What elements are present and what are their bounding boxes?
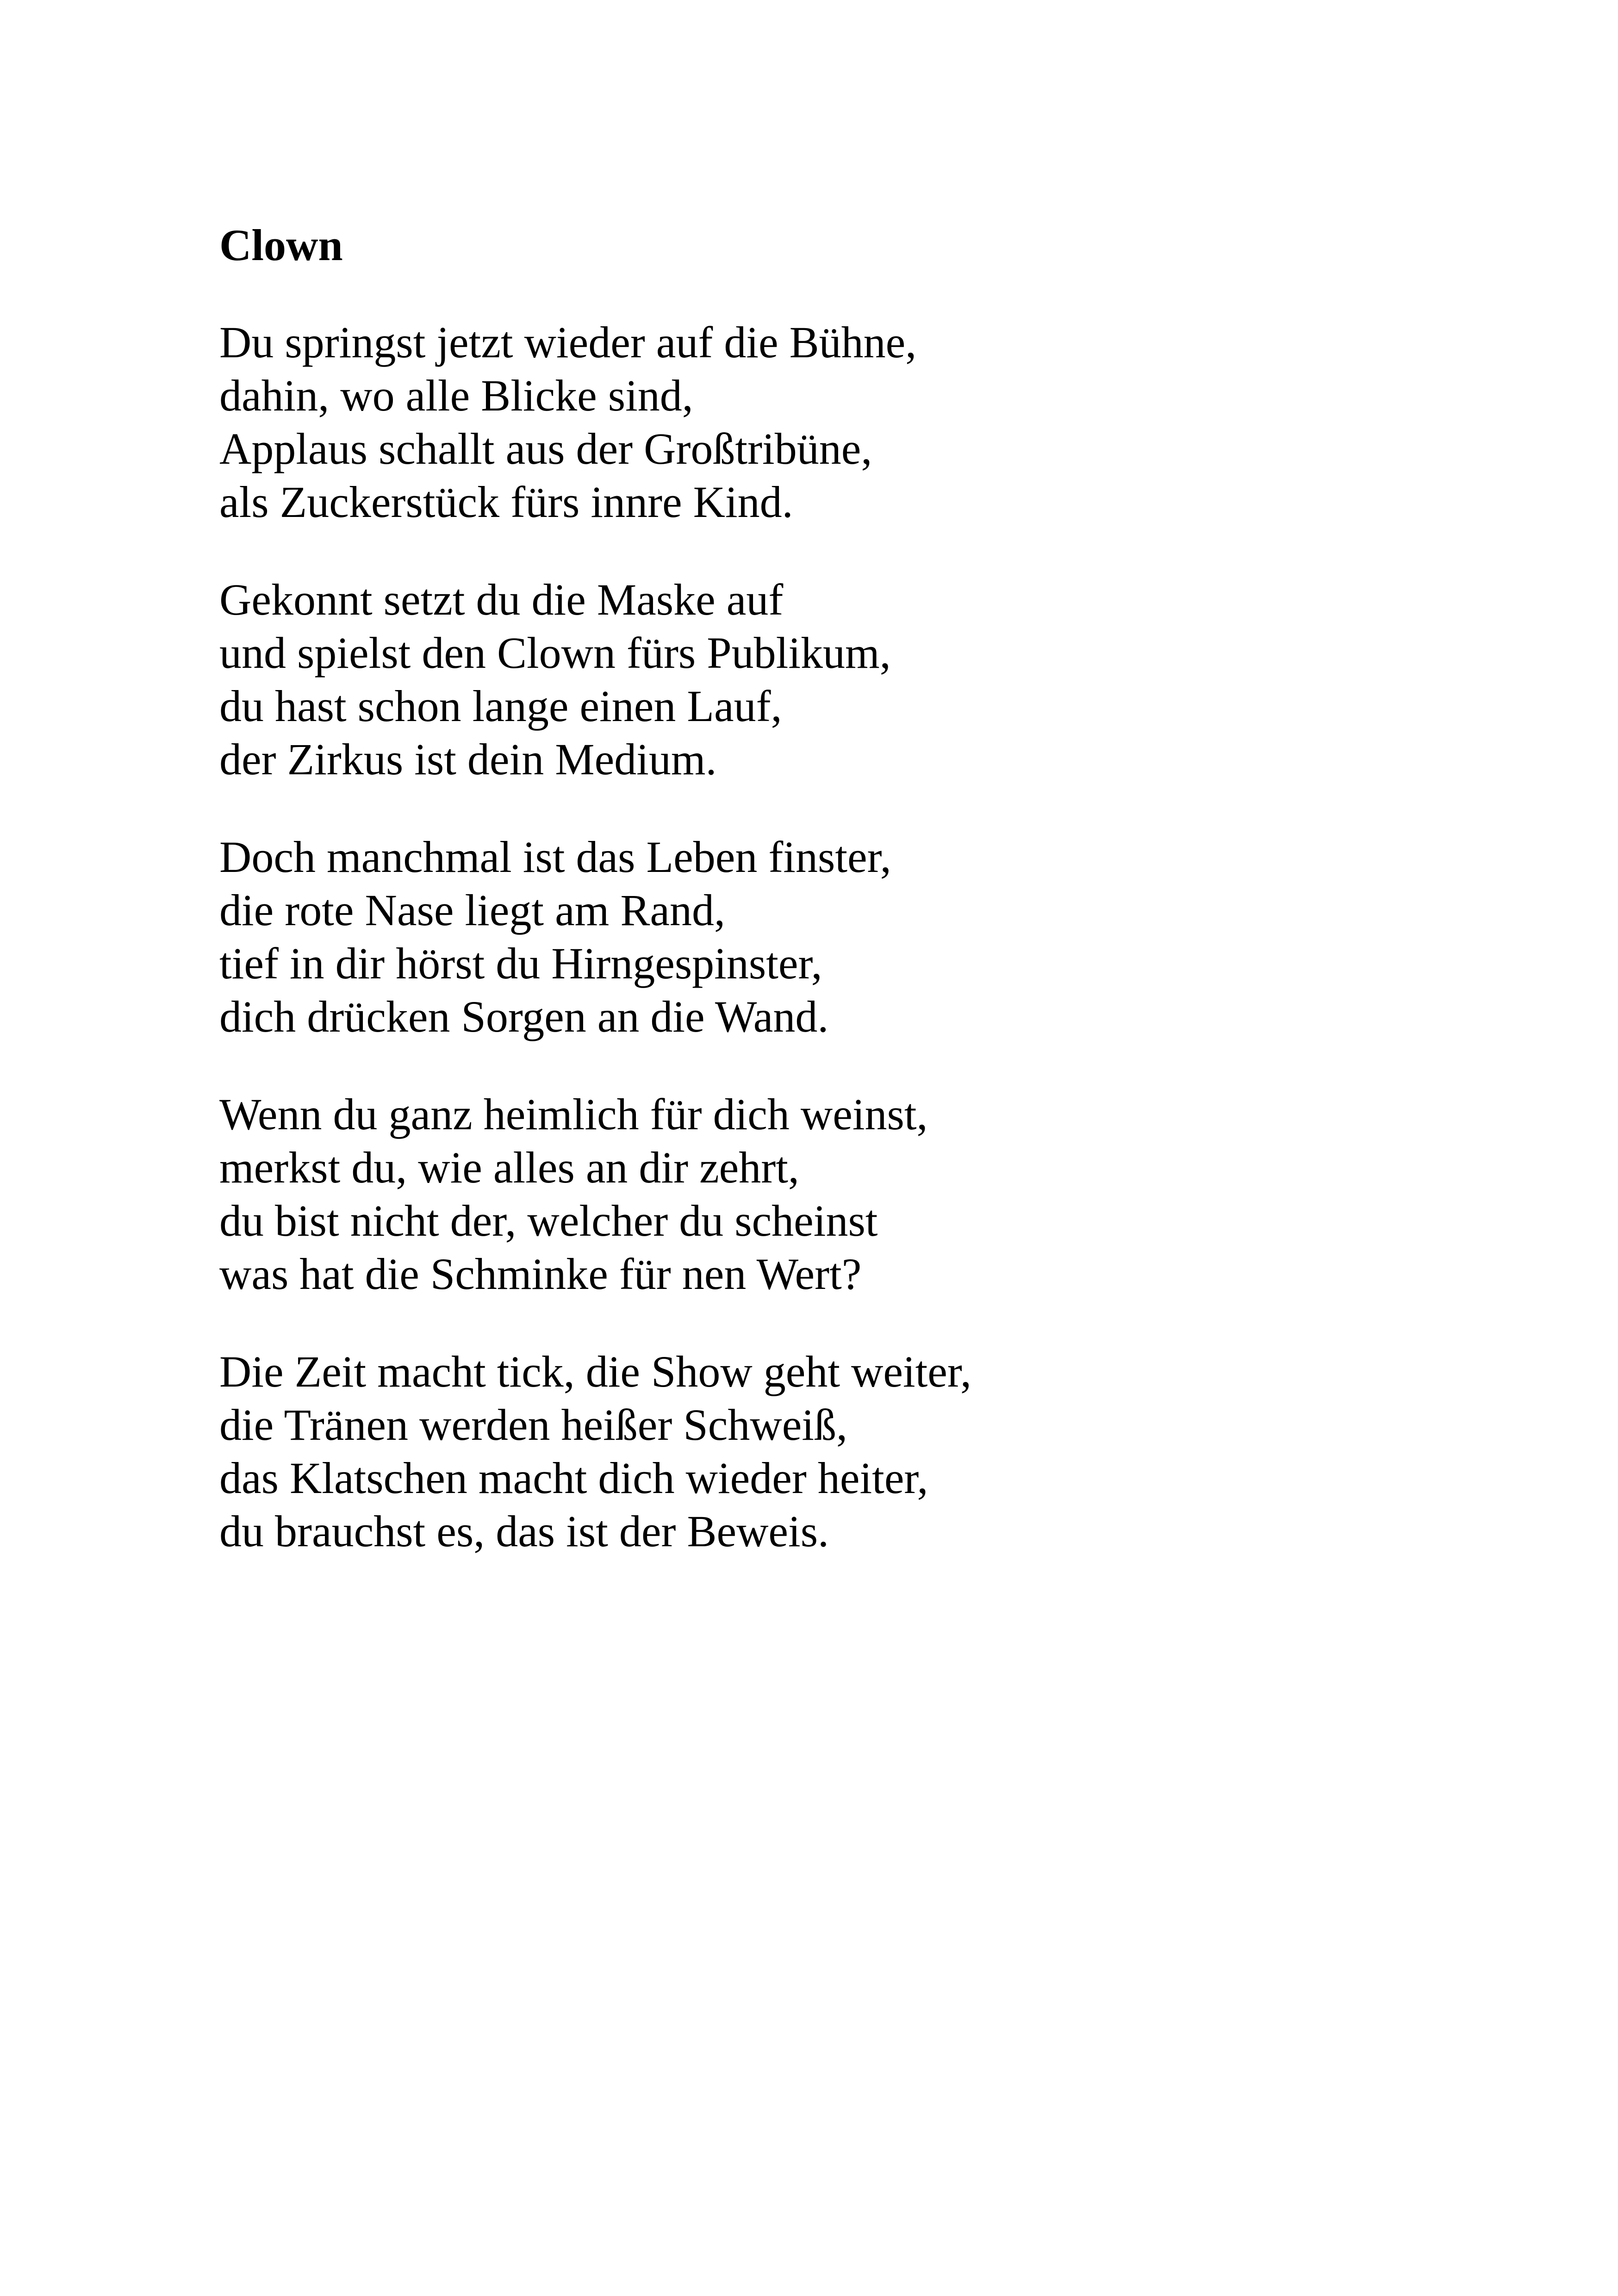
poem-line: als Zuckerstück fürs innre Kind. [219,477,793,527]
stanza-1 [219,316,1423,529]
poem-line: Du springst jetzt wieder auf die Bühne, [219,317,917,367]
document-page [219,218,1423,1602]
stanza-4 [219,1088,1423,1300]
poem-line: Doch manchmal ist das Leben finster, [219,832,891,882]
poem-line: die rote Nase liegt am Rand, [219,885,725,935]
poem-line: du bist nicht der, welcher du scheinst [219,1196,878,1245]
poem-line: das Klatschen macht dich wieder heiter, [219,1453,928,1503]
poem-line: du brauchst es, das ist der Beweis. [219,1506,829,1556]
poem-line: die Tränen werden heißer Schweiß, [219,1400,847,1450]
poem-line: Die Zeit macht tick, die Show geht weiter, [219,1347,972,1396]
poem-line: und spielst den Clown fürs Publikum, [219,628,891,678]
poem-line: dahin, wo alle Blicke sind, [219,371,693,420]
poem-line: Applaus schallt aus der Großtribüne, [219,424,872,473]
poem-line: was hat die Schminke für nen Wert? [219,1249,862,1299]
poem-line: tief in dir hörst du Hirngespinster, [219,939,822,988]
poem-title: Clown [219,220,343,270]
poem-line: du hast schon lange einen Lauf, [219,681,782,731]
stanza-5 [219,1345,1423,1558]
poem-line: Wenn du ganz heimlich für dich weinst, [219,1089,928,1139]
poem-line: der Zirkus ist dein Medium. [219,734,717,784]
poem-line: merkst du, wie alles an dir zehrt, [219,1143,799,1192]
poem-body [219,316,1423,1558]
poem-line: Gekonnt setzt du die Maske auf [219,575,784,624]
stanza-3 [219,830,1423,1043]
poem-line: dich drücken Sorgen an die Wand. [219,992,829,1041]
stanza-2 [219,573,1423,786]
